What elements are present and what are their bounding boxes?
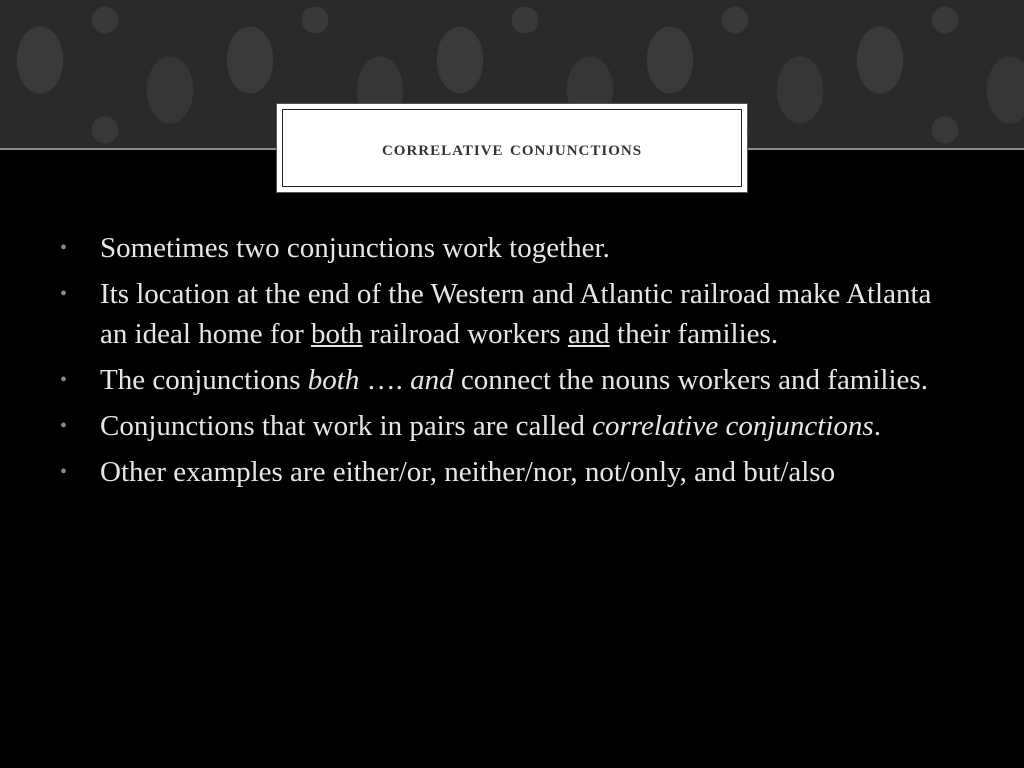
bullet-text: Its location at the end of the Western and Atlantic railroad make Atlanta an ideal home for (100, 278, 932, 350)
underlined-word: and (567, 318, 610, 350)
bullet-text: their families. (609, 318, 779, 350)
bullet-item (60, 406, 960, 446)
bullet-dot-icon: • (60, 461, 68, 483)
bullet-item (60, 360, 960, 400)
bullet-text: Conjunctions that work in pairs are called (100, 410, 593, 442)
bullet-text: …. (359, 364, 411, 396)
bullet-text: railroad workers (362, 318, 568, 350)
italic-word: both (307, 364, 360, 396)
bullet-text: . (873, 410, 881, 442)
bullet-text: connect the nouns workers and families. (453, 364, 928, 396)
bullet-text: Other examples are either/or, neither/nor, not/only, and but/also (100, 456, 836, 488)
title-box (276, 103, 748, 193)
bullet-list (60, 228, 960, 498)
bullet-dot-icon: • (60, 369, 68, 391)
bullet-item (60, 228, 960, 268)
title-inner-frame (282, 109, 742, 187)
bullet-dot-icon: • (60, 283, 68, 305)
italic-phrase: correlative conjunctions (592, 410, 874, 442)
italic-word: and (410, 364, 454, 396)
bullet-text: Sometimes two conjunctions work together. (100, 232, 610, 264)
slide-title: correlative conjunctions (381, 135, 643, 160)
bullet-dot-icon: • (60, 237, 68, 259)
bullet-text: The conjunctions (100, 364, 308, 396)
bullet-item (60, 274, 960, 354)
underlined-word: both (310, 318, 363, 350)
bullet-item (60, 452, 960, 492)
bullet-dot-icon: • (60, 415, 68, 437)
